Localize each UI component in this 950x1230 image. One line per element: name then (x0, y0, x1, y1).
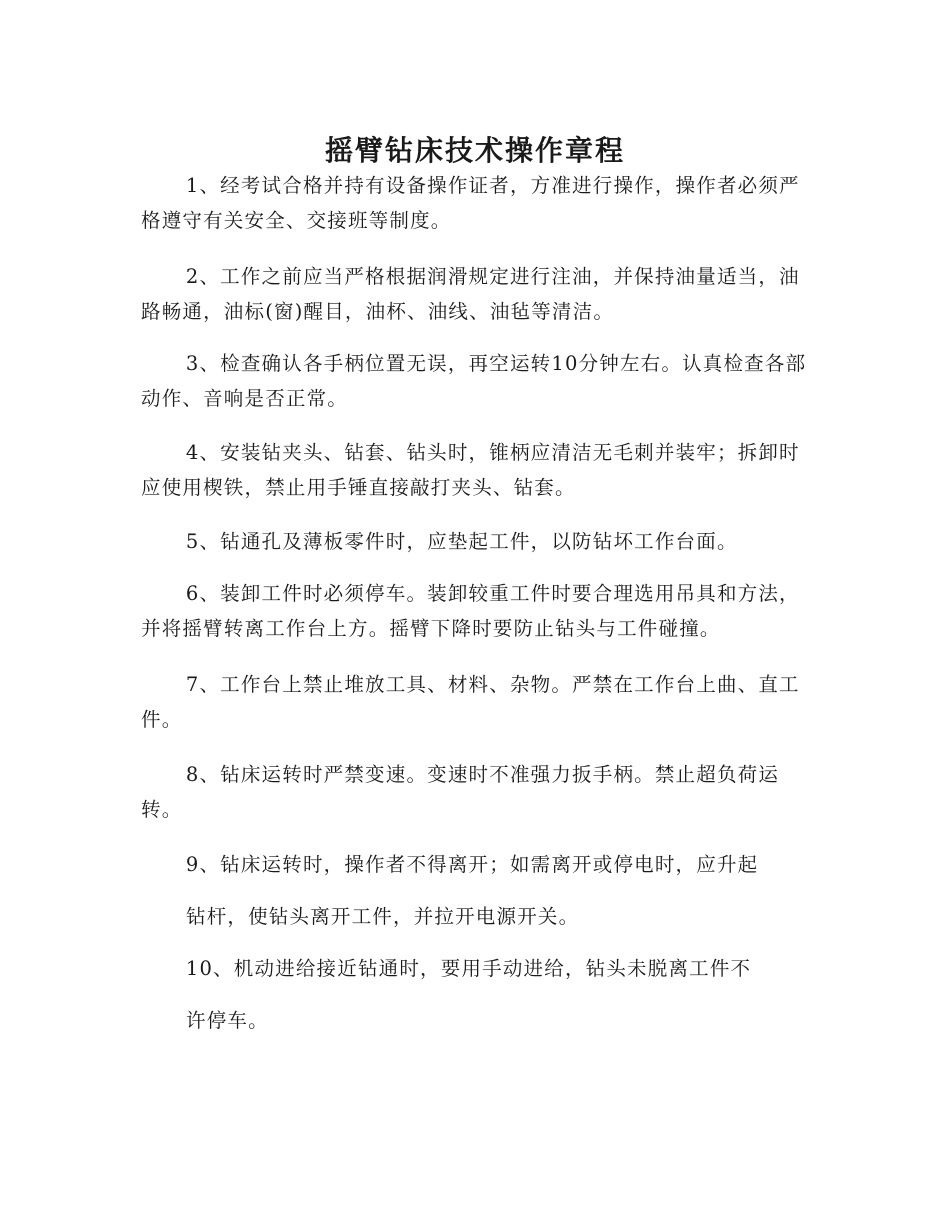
rule-item-2: 2、工作之前应当严格根据润滑规定进行注油，并保持油量适当，油路畅通，油标(窗)醒目，油杯、油线、油毡等清洁。 (141, 265, 800, 323)
rule-item-8: 8、钻床运转时严禁变速。变速时不准强力扳手柄。禁止超负荷运转。 (141, 763, 780, 821)
rule-item-4: 4、安装钻夹头、钻套、钻头时，锥柄应清洁无毛刺并装牢；拆卸时应使用楔铁，禁止用手锤直接敲打夹头、钻套。 (141, 441, 800, 499)
rule-item-1: 1、经考试合格并持有设备操作证者，方准进行操作，操作者必须严格遵守有关安全、交接班等制度。 (141, 174, 800, 232)
rule-item-7: 7、工作台上禁止堆放工具、材料、杂物。严禁在工作台上曲、直工件。 (141, 673, 800, 731)
rule-item-3: 3、检查确认各手柄位置无误，再空运转10分钟左右。认真检查各部动作、音响是否正常。 (141, 352, 807, 410)
rule-item-10-continuation: 许停车。 (186, 1009, 269, 1032)
rule-item-10: 10、机动进给接近钻通时，要用手动进给，钻头未脱离工件不 (185, 957, 752, 980)
document-title: 摇臂钻床技术操作章程 (324, 133, 625, 167)
rule-item-6: 6、装卸工件时必须停车。装卸较重工件时要合理选用吊具和方法，并将摇臂转离工作台上方。摇臂下降时要防止钻头与工件碰撞。 (141, 582, 800, 640)
rule-item-5: 5、钻通孔及薄板零件时，应垫起工件，以防钻坏工作台面。 (185, 530, 738, 553)
rule-item-9: 9、钻床运转时，操作者不得离开；如需离开或停电时，应升起 (185, 853, 759, 876)
rule-item-9-continuation: 钻杆，使钻头离开工件，并拉开电源开关。 (186, 905, 580, 928)
